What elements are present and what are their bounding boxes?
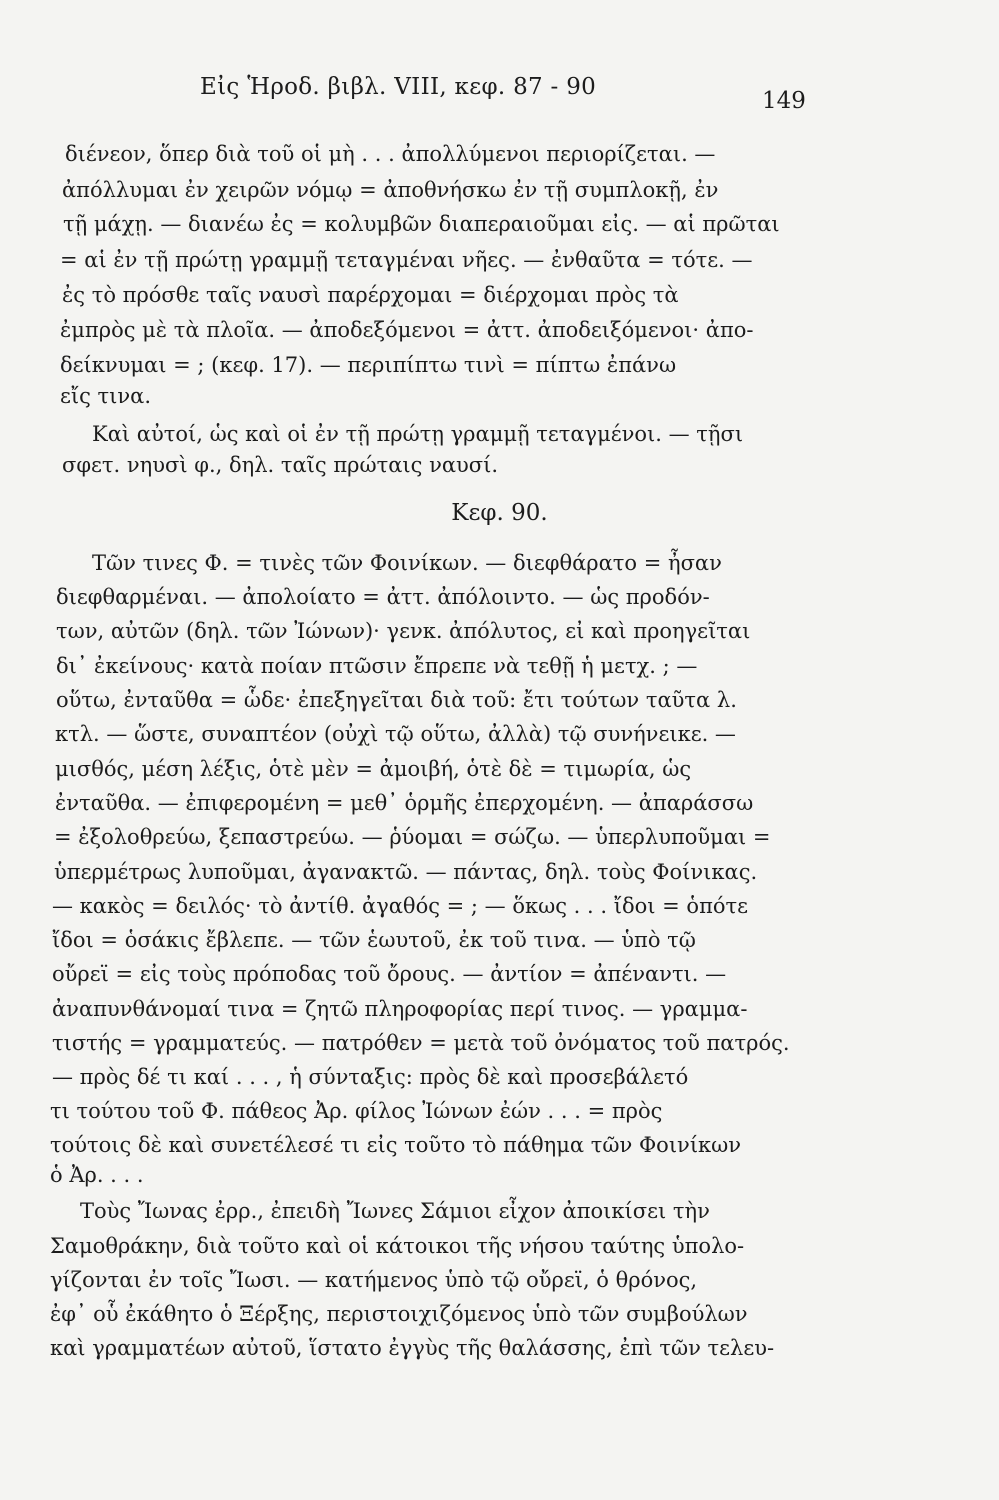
text-line: γίζονται ἐν τοῖς Ἴωσι. — κατήμενος ὑπὸ τῷ οὔρεϊ, ὁ θρόνος, [50, 1268, 698, 1292]
text-line: κτλ. — ὥστε, συναπτέον (οὐχὶ τῷ οὕτω, ἀλλὰ) τῷ συνήνεικε. — [55, 722, 736, 746]
text-line: εἴς τινα. [60, 384, 152, 408]
text-line: τούτοις δὲ καὶ συνετέλεσέ τι εἰς τοῦτο τὸ πάθημα τῶν Φοινίκων [50, 1133, 742, 1157]
running-header: Εἰς Ἡροδ. βιβλ. VIII, κεφ. 87 - 90 [200, 74, 597, 100]
text-line: οὕτω, ἐνταῦθα = ὧδε· ἐπεξηγεῖται διὰ τοῦ: ἔτι τούτων ταῦτα λ. [56, 688, 737, 712]
text-line: Τῶν τινες Φ. = τινὲς τῶν Φοινίκων. — διεφθάρατο = ἦσαν [92, 551, 722, 575]
text-line: ὁ Ἀρ. . . . [50, 1163, 144, 1187]
text-line: ἐφ᾽ οὗ ἐκάθητο ὁ Ξέρξης, περιστοιχιζόμενος ὑπὸ τῶν συμβούλων [50, 1302, 748, 1326]
text-line: οὔρεϊ = εἰς τοὺς πρόποδας τοῦ ὄρους. — ἀντίον = ἀπέναντι. — [52, 962, 727, 986]
text-line: ἐς τὸ πρόσθε ταῖς ναυσὶ παρέρχομαι = διέρχομαι πρὸς τὰ [62, 283, 679, 307]
text-line: δι᾽ ἐκείνους· κατὰ ποίαν πτῶσιν ἔπρεπε νὰ τεθῇ ἡ μετχ. ; — [56, 654, 698, 678]
text-line: — πρὸς δέ τι καί . . . , ἡ σύνταξις: πρὸς δὲ καὶ προσεβάλετό [52, 1065, 689, 1089]
text-line: καὶ γραμματέων αὐτοῦ, ἵστατο ἐγγὺς τῆς θαλάσσης, ἐπὶ τῶν τελευ- [50, 1336, 775, 1360]
text-line: τι τούτου τοῦ Φ. πάθεος Ἀρ. φίλος Ἰώνων ἐών . . . = πρὸς [50, 1099, 663, 1123]
text-line: τιστής = γραμματεύς. — πατρόθεν = μετὰ τοῦ ὀνόματος τοῦ πατρός. [52, 1031, 790, 1055]
text-line: ἐμπρὸς μὲ τὰ πλοῖα. — ἀποδεξόμενοι = ἀττ. ἀποδειξόμενοι· ἀπο- [60, 318, 754, 342]
text-line: Καὶ αὐτοί, ὡς καὶ οἱ ἐν τῇ πρώτῃ γραμμῇ τεταγμένοι. — τῇσι [92, 422, 744, 446]
page-number: 149 [762, 88, 806, 114]
text-line: — κακὸς = δειλός· τὸ ἀντίθ. ἀγαθός = ; — ὅκως . . . ἴδοι = ὁπότε [52, 894, 749, 918]
text-line: = αἱ ἐν τῇ πρώτῃ γραμμῇ τεταγμέναι νῆες. — ἐνθαῦτα = τότε. — [60, 248, 753, 272]
text-line: ἐνταῦθα. — ἐπιφερομένη = μεθ᾽ ὁρμῆς ἐπερχομένη. — ἀπαράσσω [55, 791, 754, 815]
text-line: μισθός, μέση λέξις, ὁτὲ μὲν = ἀμοιβή, ὁτὲ δὲ = τιμωρία, ὡς [55, 757, 692, 781]
text-line: ἴδοι = ὁσάκις ἔβλεπε. — τῶν ἑωυτοῦ, ἐκ τοῦ τινα. — ὑπὸ τῷ [52, 928, 696, 952]
text-line: των, αὐτῶν (δηλ. τῶν Ἰώνων)· γενκ. ἀπόλυτος, εἰ καὶ προηγεῖται [56, 619, 751, 643]
chapter-heading: Κεφ. 90. [451, 500, 548, 526]
text-line: σφετ. νηυσὶ φ., δηλ. ταῖς πρώταις ναυσί. [62, 453, 499, 477]
text-line: ὑπερμέτρως λυποῦμαι, ἀγανακτῶ. — πάντας, δηλ. τοὺς Φοίνικας. [54, 860, 758, 884]
text-line: ἀπόλλυμαι ἐν χειρῶν νόμῳ = ἀποθνήσκω ἐν τῇ συμπλοκῇ, ἐν [62, 178, 719, 202]
text-line: ἀναπυνθάνομαί τινα = ζητῶ πληροφορίας περί τινος. — γραμμα- [52, 997, 748, 1021]
text-line: διένεον, ὅπερ διὰ τοῦ οἱ μὴ . . . ἀπολλύμενοι περιορίζεται. — [65, 142, 716, 166]
text-line: Σαμοθράκην, διὰ τοῦτο καὶ οἱ κάτοικοι τῆς νήσου ταύτης ὑπολο- [50, 1234, 745, 1258]
text-line: = ἐξολοθρεύω, ξεπαστρεύω. — ῥύομαι = σώζω. — ὑπερλυποῦμαι = [54, 825, 771, 849]
text-line: Τοὺς Ἴωνας ἐρρ., ἐπειδὴ Ἴωνες Σάμιοι εἶχον ἀποικίσει τὴν [80, 1199, 710, 1223]
text-line: τῇ μάχῃ. — διανέω ἐς = κολυμβῶν διαπεραιοῦμαι εἰς. — αἱ πρῶται [63, 212, 780, 236]
text-line: διεφθαρμέναι. — ἀπολοίατο = ἀττ. ἀπόλοιντο. — ὡς προδόν- [56, 585, 710, 609]
text-line: δείκνυμαι = ; (κεφ. 17). — περιπίπτω τινὶ = πίπτω ἐπάνω [60, 353, 677, 377]
